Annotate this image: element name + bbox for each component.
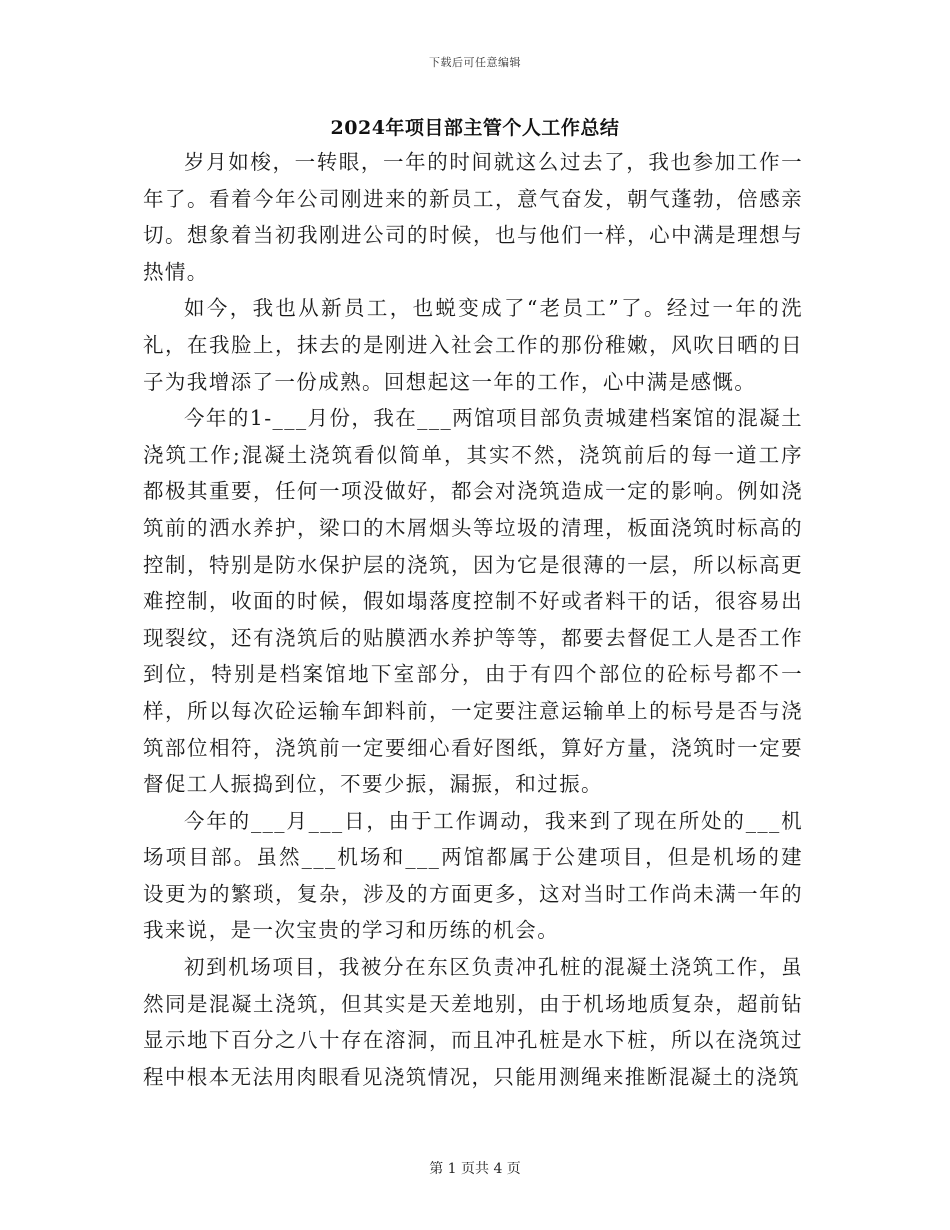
paragraph-1: 岁月如梭，一转眼，一年的时间就这么过去了，我也参加工作一年了。看着今年公司刚进来的新员工，意气奋发，朝气蓬勃，倍感亲切。想象着当初我刚进公司的时候，也与他们一样，心中满是理想与热情。	[143, 150, 803, 284]
paragraph-4: 今年的___月___日，由于工作调动，我来到了现在所处的___机场项目部。虽然___机场和___两馆都属于公建项目，但是机场的建设更为的繁琐，复杂，涉及的方面更多，这对当时工作尚未满一年的我来说，是一次宝贵的学习和历练的机会。	[143, 808, 803, 943]
paragraph-3: 今年的1-___月份，我在___两馆项目部负责城建档案馆的混凝土浇筑工作;混凝土浇筑看似简单，其实不然，浇筑前后的每一道工序都极其重要，任何一项没做好，都会对浇筑造成一定的影响。例如浇筑前的洒水养护，梁口的木屑烟头等垃圾的清理，板面浇筑时标高的控制，特别是防水保护层的浇筑，因为它是很薄的一层，所以标高更难控制，收面的时候，假如塌落度控制不好或者料干的话，很容易出现裂纹，还有浇筑后的贴膜洒水养护等等，都要去督促工人是否工作到位，特别是档案馆地下室部分，由于有四个部位的砼标号都不一样，所以每次砼运输车卸料前，一定要注意运输单上的标号是否与浇筑部位相符，浇筑前一定要细心看好图纸，算好方量，浇筑时一定要督促工人振捣到位，不要少振，漏振，和过振。	[143, 406, 803, 797]
page-header-note: 下载后可任意编辑	[429, 56, 521, 69]
document-title: 2024年项目部主管个人工作总结	[330, 117, 620, 139]
page-number-footer: 第 1 页共 4 页	[429, 1161, 521, 1177]
paragraph-5: 初到机场项目，我被分在东区负责冲孔桩的混凝土浇筑工作，虽然同是混凝土浇筑，但其实是天差地别，由于机场地质复杂，超前钻显示地下百分之八十存在溶洞，而且冲孔桩是水下桩，所以在浇筑过程中根本无法用肉眼看见浇筑情况，只能用测绳来推断混凝土的浇筑	[143, 955, 803, 1089]
paragraph-2: 如今，我也从新员工，也蜕变成了“老员工”了。经过一年的洗礼，在我脸上，抹去的是刚进入社会工作的那份稚嫩，风吹日晒的日子为我增添了一份成熟。回想起这一年的工作，心中满是感慨。	[143, 296, 803, 394]
document-body	[143, 144, 803, 1095]
